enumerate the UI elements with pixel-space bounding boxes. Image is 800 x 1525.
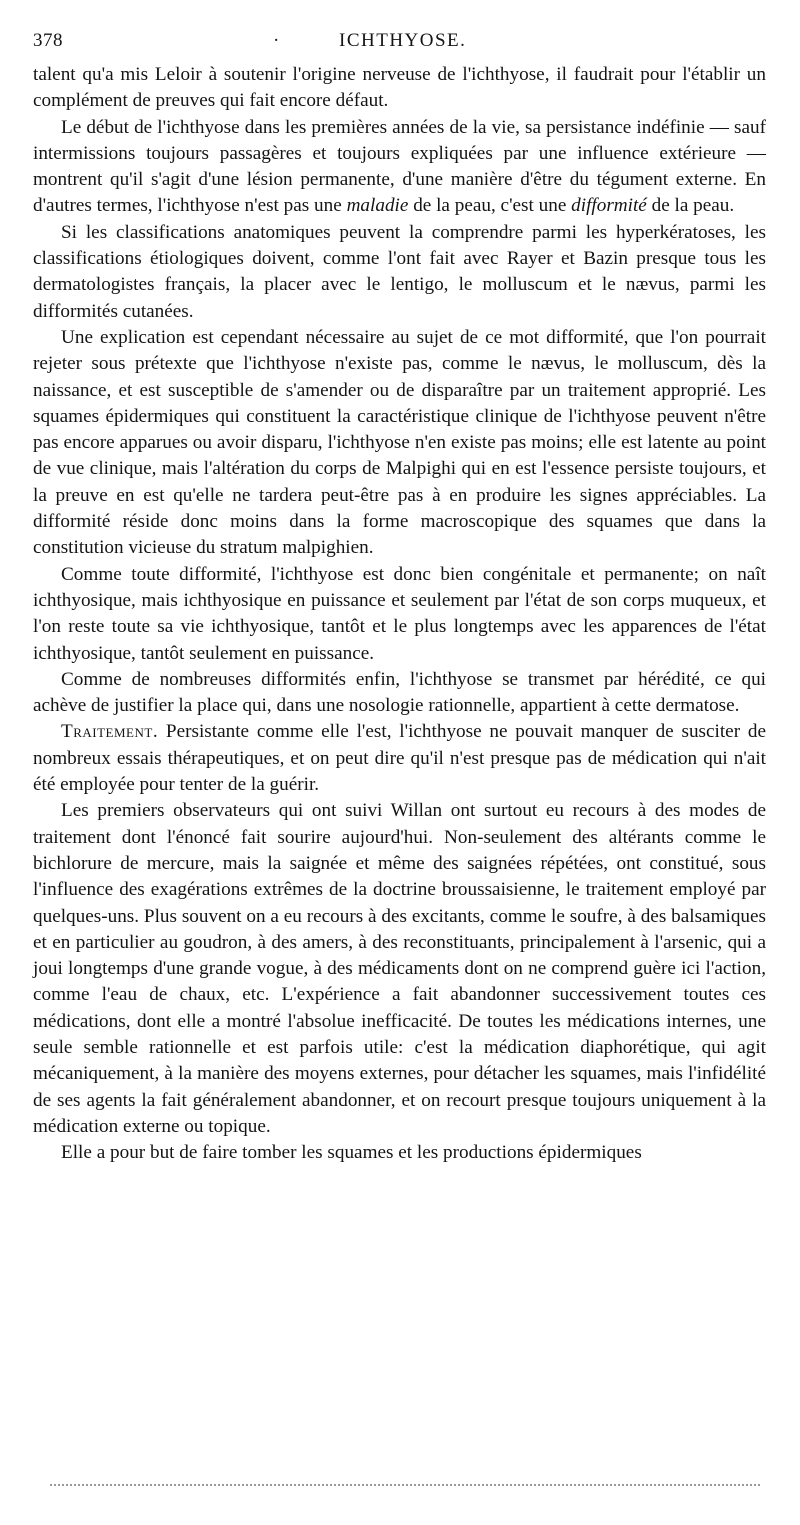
paragraph-text: Comme toute difformité, l'ichthyose est donc bien congénitale et permanente; on naît ichthyosique, mais ichthyosique en puissance et seulement par l'état de son corps muqueux, et l'on reste toute sa vie ichthyosique, tantôt et le plus longtemps avec les apparences de l'état ichthyosique, tantôt seulement en puissance. [33, 563, 766, 664]
paragraph-text: Comme de nombreuses difformités enfin, l'ichthyose se transmet par hérédité, ce qui achève de justifier la place qui, dans une nosologie rationnelle, appartient à cette dermatose. [33, 668, 766, 717]
body-text [33, 62, 766, 1166]
paragraph-classifications [33, 220, 766, 325]
header-separator: · [273, 30, 280, 51]
running-title: ICHTHYOSE. [339, 30, 467, 51]
running-header [33, 30, 766, 60]
paragraph-elle-a-pour-but [33, 1140, 766, 1166]
section-heading-traitement: Traitement. [61, 721, 159, 743]
paragraph-text: Le début de l'ichthyose dans les premières années de la vie, sa persistance indéfinie — sauf intermissions toujours passagères et toujours expliquées par une influence extérieure — montrent qu'il s'agit d'une lésion permanente, d'une manière d'être du tégument externe. En d'autres termes, l'ichthyose n'est pas une [33, 116, 766, 217]
paragraph-text: Elle a pour but de faire tomber les squames et les productions épidermiques [61, 1142, 642, 1164]
paragraph-congenitale [33, 562, 766, 667]
paragraph-explication [33, 325, 766, 562]
footer-bleed-through-rule [50, 1484, 760, 1486]
paragraph-premiers-observateurs [33, 798, 766, 1140]
paragraph-text: Une explication est cependant nécessaire au sujet de ce mot difformité, que l'on pourrait rejeter sous prétexte que l'ichthyose n'existe pas, comme le nævus, le molluscum, dès la naissance, et est susceptible de s'amender ou de disparaître par un traitement approprié. Les squames épidermiques qui constituent la caractéristique clinique de l'ichthyose peuvent n'être pas encore apparues ou avoir disparu, l'ichthyose n'en existe pas moins; elle est latente au point de vue clinique, mais l'altération du corps de Malpighi qui en est l'essence persiste toujours, et la preuve en est qu'elle ne tardera peut-être pas à en produire les signes appréciables. La difformité réside donc moins dans la forme macroscopique des squames que dans la constitution vicieuse du stratum malpighien. [33, 326, 766, 559]
paragraph-text: Si les classifications anatomiques peuvent la comprendre parmi les hyperkératoses, les classifications étiologiques doivent, comme l'ont fait avec Rayer et Bazin presque tous les dermatologistes français, la placer avec le lentigo, le molluscum et le nævus, parmi les difformités cutanées. [33, 221, 766, 322]
paragraph-continuation [33, 62, 766, 115]
page-number: 378 [33, 30, 63, 51]
paragraph-text: Persistante comme elle l'est, l'ichthyose ne pouvait manquer de susciter de nombreux essais thérapeutiques, et on peut dire qu'il n'est presque pas de médication qui n'ait été employée pour tenter de la guérir. [33, 721, 766, 796]
paragraph-text: de la peau, c'est une [408, 195, 572, 217]
emphasis-maladie: maladie [346, 195, 409, 217]
paragraph-text: de la peau. [646, 195, 735, 217]
paragraph-text: talent qu'a mis Leloir à soutenir l'origine nerveuse de l'ichthyose, il faudrait pour l'établir un complément de preuves qui fait encore défaut. [33, 64, 766, 112]
paragraph-traitement [33, 719, 766, 798]
paragraph-text: Les premiers observateurs qui ont suivi Willan ont surtout eu recours à des modes de traitement dont l'énoncé fait sourire aujourd'hui. Non-seulement des altérants comme le bichlorure de mercure, mais la saignée et même des saignées répétées, ont constitué, sous l'influence des exagérations extrêmes de la doctrine broussaisienne, le traitement employé par quelques-uns. Plus souvent on a eu recours à des excitants, comme le soufre, à des balsamiques et en particulier au goudron, à des amers, à des reconstituants, principalement à l'arsenic, qui a joui longtemps d'une grande vogue, à des médicaments dont on ne comprend guère ici l'action, comme l'eau de chaux, etc. L'expérience a fait abandonner successivement toutes ces médications, dont elle a montré l'absolue inefficacité. De toutes les médications internes, une seule semble rationnelle et est parfois utile: c'est la médication diaphorétique, qui agit mécaniquement, à la manière des moyens externes, pour détacher les squames, mais l'infidélité de ses agents la fait généralement abandonner, et on recourt presque toujours uniquement à la médication externe ou topique. [33, 800, 766, 1137]
paragraph-difformite [33, 115, 766, 220]
paragraph-heredite [33, 667, 766, 720]
emphasis-difformite: difformité [571, 195, 647, 217]
